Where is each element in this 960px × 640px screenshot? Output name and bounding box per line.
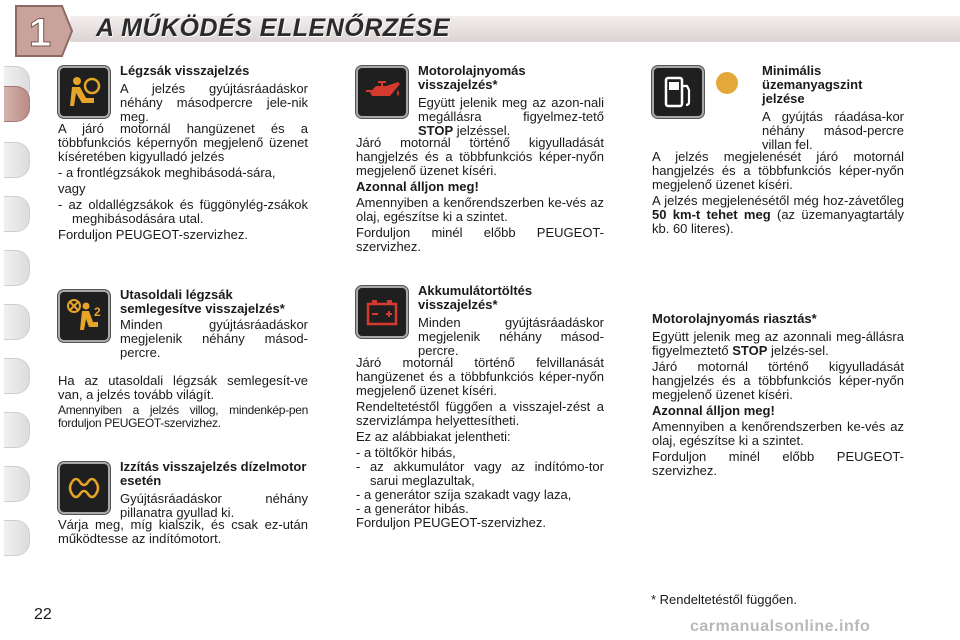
passenger-airbag-text: Amennyiben a jelzés villog, mindenkép-pen forduljon PEUGEOT-szervizhez. (58, 403, 308, 430)
battery-list-item: - a generátor szíja szakadt vagy laza, (356, 487, 572, 502)
page-header (0, 0, 960, 58)
amber-dot-icon (716, 72, 738, 94)
passenger-airbag-title: Utasoldali légzsák semlegesítve visszajelzés* (120, 287, 285, 316)
airbag-title: Légzsák visszajelzés (120, 63, 250, 78)
chapter-tab[interactable] (4, 142, 30, 178)
oil-alert-text-part: jelzés-sel. (767, 343, 829, 358)
chapter-number: 1 (28, 11, 52, 55)
oil-pressure-section-body (356, 136, 604, 254)
airbag-or: vagy (58, 181, 86, 196)
fuel-text-part: A jelzés megjelenésétől még hoz-závetőleg (652, 193, 904, 208)
passenger-airbag-off-icon (58, 290, 110, 342)
airbag-section-head (120, 64, 308, 124)
airbag-text: Forduljon PEUGEOT-szervizhez. (58, 227, 249, 242)
stop-label: STOP (418, 123, 454, 138)
fuel-pump-icon (652, 66, 704, 118)
oil-alert-text: Amennyiben a kenőrendszerben ke-vés az olaj, egészítse ki a szintet. (652, 419, 904, 448)
chapter-tab[interactable] (4, 304, 30, 340)
fuel-range: 50 km-t tehet meg (652, 207, 771, 222)
fuel-section-body (652, 150, 904, 236)
chapter-tab-active[interactable] (4, 86, 30, 122)
footnote: * Rendeltetéstől függően. (651, 592, 797, 607)
oil-pressure-text: Amennyiben a kenőrendszerben ke-vés az olaj, egészítse ki a szintet. (356, 195, 604, 224)
passenger-airbag-text: Ha az utasoldali légzsák semlegesít-ve van, a jelzés tovább világít. (58, 373, 308, 402)
chapter-tab[interactable] (4, 358, 30, 394)
glow-text: Várja meg, míg kialszik, és csak ez-után működtesse az indítómotort. (58, 517, 308, 546)
watermark: carmanualsonline.info (690, 618, 871, 635)
oil-alert-title: Motorolajnyomás riasztás* (652, 311, 817, 326)
oil-pressure-intro-text: Együtt jelenik meg az azon-nali megállásra figyelmez-tető (418, 95, 604, 124)
airbag-text: A járó motornál hangüzenet és a többfunkciós képernyőn megjelenő üzenet kíséretében kigyulladó jelzés (58, 121, 308, 164)
oil-pressure-warning: Azonnal álljon meg! (356, 179, 479, 194)
battery-list-item: - az akkumulátor vagy az indítómo-tor sarui meglazultak, (356, 459, 604, 488)
oil-alert-section (652, 312, 904, 478)
oil-pressure-section-head (418, 64, 604, 138)
battery-list-item: - a generátor hibás. (356, 501, 469, 516)
fuel-section-head (762, 64, 904, 152)
glow-title: Izzítás visszajelzés dízelmotor esetén (120, 459, 307, 488)
airbag-list-item: - az oldallégzsákok és függönylég-zsákok meghibásodására utal. (58, 197, 308, 226)
oil-alert-text-part: Együtt jelenik meg az azonnali meg-állásra figyelmeztető (652, 329, 904, 358)
oil-alert-warning: Azonnal álljon meg! (652, 403, 775, 418)
battery-text: Ez az alábbiakat jelentheti: (356, 429, 511, 444)
fuel-text (652, 194, 904, 236)
battery-section-head (418, 284, 604, 358)
airbag-intro: A jelzés gyújtásráadáskor néhány másodpercre jele-nik meg. (120, 81, 308, 124)
battery-list-item: - a töltőkör hibás, (356, 445, 456, 460)
chapter-badge (6, 0, 76, 62)
svg-text:2: 2 (94, 305, 101, 319)
battery-text: Forduljon PEUGEOT-szervizhez. (356, 515, 547, 530)
page-title: A MŰKÖDÉS ELLENŐRZÉSE (96, 14, 451, 42)
fuel-title: Minimális üzemanyagszint jelzése (762, 63, 863, 106)
oil-pressure-title: Motorolajnyomás visszajelzés* (418, 63, 526, 92)
battery-text: Járó motornál történő felvillanását hangüzenet és a többfunkciós képer-nyőn megjelenő üzenet kíséri. (356, 355, 604, 398)
chapter-tab[interactable] (4, 250, 30, 286)
battery-section-body (356, 356, 604, 530)
glow-intro: Gyújtásráadáskor néhány pillanatra gyullad ki. (120, 491, 308, 520)
page-number: 22 (34, 606, 52, 623)
battery-intro: Minden gyújtásráadáskor megjelenik néhány másod-percre. (418, 315, 604, 358)
glow-section-head (120, 460, 308, 520)
airbag-section-body (58, 122, 308, 242)
oil-pressure-icon (356, 66, 408, 118)
oil-pressure-text: Forduljon minél előbb PEUGEOT-szervizhez. (356, 225, 604, 254)
fuel-intro: A gyújtás ráadása-kor néhány másod-percre villan fel. (762, 109, 904, 152)
glow-plug-icon (58, 462, 110, 514)
chapter-tab[interactable] (4, 196, 30, 232)
battery-title: Akkumulátortöltés visszajelzés* (418, 283, 533, 312)
oil-pressure-intro (418, 96, 604, 138)
passenger-airbag-section-head (120, 288, 308, 360)
airbag-list-item: - a frontlégzsákok meghibásodá-sára, (58, 165, 276, 180)
oil-pressure-text: Járó motornál történő kigyulladását hangjelzés és a többfunkciós képer-nyőn megjelenő üzenet kíséri. (356, 135, 604, 178)
passenger-airbag-intro: Minden gyújtásráadáskor megjelenik néhány másod-percre. (120, 317, 308, 360)
glow-section-body (58, 518, 308, 546)
chapter-tab[interactable] (4, 520, 30, 556)
chapter-tab[interactable] (4, 412, 30, 448)
chapter-tab[interactable] (4, 466, 30, 502)
airbag-warning-icon (58, 66, 110, 118)
fuel-text: A jelzés megjelenését járó motornál hangjelzés és a többfunkciós képer-nyőn megjelenő üzenet kíséri. (652, 149, 904, 192)
oil-alert-text: Forduljon minél előbb PEUGEOT-szervizhez. (652, 449, 904, 478)
battery-text: Rendeltetéstől függően a visszajel-zést a szervizlámpa helyettesítheti. (356, 399, 604, 428)
stop-label: STOP (732, 343, 768, 358)
oil-alert-text (652, 330, 904, 358)
battery-charge-icon (356, 286, 408, 338)
oil-pressure-intro-text: jelzéssel. (453, 123, 511, 138)
oil-alert-text: Járó motornál történő kigyulladását hangjelzés és a többfunkciós képer-nyőn megjelenő üzenet kíséri. (652, 359, 904, 402)
passenger-airbag-section-body (58, 374, 308, 430)
fuel-text-part: (az üzemanyagtartály kb. 60 literes). (652, 207, 904, 236)
chapter-tabs (0, 66, 34, 586)
